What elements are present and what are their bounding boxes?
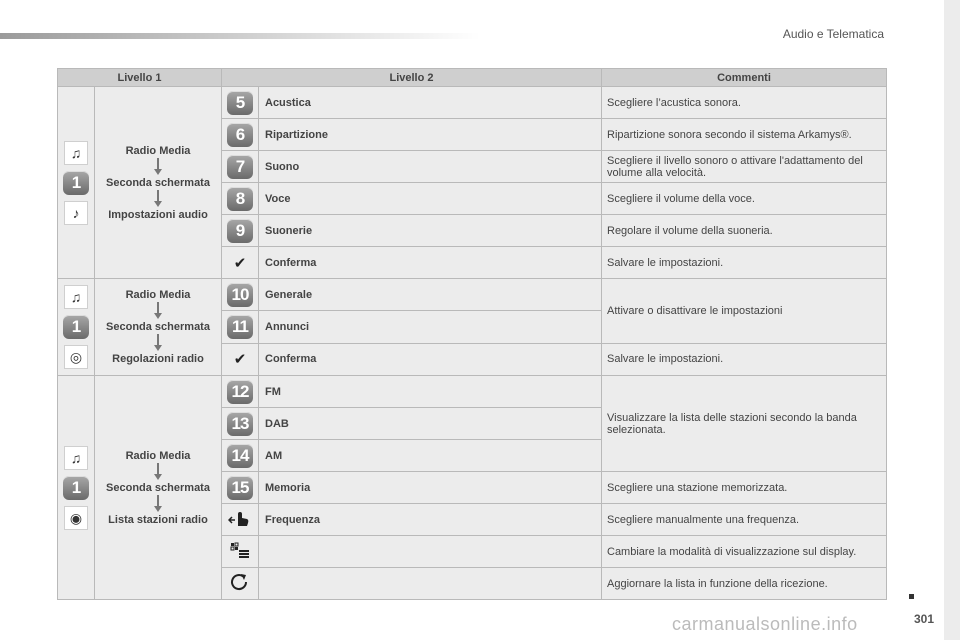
refresh-icon <box>228 572 252 592</box>
level1-path <box>95 279 222 376</box>
table-row <box>58 376 887 408</box>
path-step: Radio Media <box>125 144 191 157</box>
level2-label: Voce <box>259 183 602 215</box>
comment: Attivare o disattivare le impostazioni <box>602 279 887 344</box>
comment: Visualizzare la lista delle stazioni secondo la banda selezionata. <box>602 376 887 472</box>
level2-label: Generale <box>259 279 602 311</box>
level2-label: Frequenza <box>259 504 602 536</box>
radio-station-icon: ◉ <box>64 506 88 530</box>
radio-settings-icon: ◎ <box>64 345 88 369</box>
level1-number-badge: 1 <box>63 476 89 500</box>
path-step: Impostazioni audio <box>108 208 208 221</box>
level1-icons <box>58 279 95 376</box>
checkmark-icon: ✔ <box>233 254 247 272</box>
level2-label: Memoria <box>259 472 602 504</box>
level2-label: Suono <box>259 151 602 183</box>
table-row <box>58 87 887 119</box>
level1-path <box>95 87 222 279</box>
step-badge: 8 <box>227 187 253 211</box>
table-header-row <box>58 69 887 87</box>
level2-label: Acustica <box>259 87 602 119</box>
level2-label: Ripartizione <box>259 119 602 151</box>
level1-icons <box>58 87 95 279</box>
page-marker <box>909 594 914 599</box>
section-title: Audio e Telematica <box>782 27 884 41</box>
step-badge: 13 <box>227 412 253 436</box>
comment: Aggiornare la lista in funzione della ricezione. <box>602 568 887 600</box>
level1-icons <box>58 376 95 600</box>
level2-label <box>259 568 602 600</box>
settings-table <box>57 68 887 600</box>
level2-label <box>259 536 602 568</box>
level2-label: Suonerie <box>259 215 602 247</box>
arrow-down-icon <box>95 158 221 176</box>
path-step: Seconda schermata <box>106 481 210 494</box>
step-badge: 12 <box>227 380 253 404</box>
watermark: carmanualsonline.info <box>672 614 858 634</box>
path-step: Radio Media <box>125 289 191 301</box>
level2-label: Conferma <box>259 247 602 279</box>
music-note-icon: ♫ <box>64 446 88 470</box>
level2-label: Annunci <box>259 311 602 343</box>
checkmark-icon: ✔ <box>233 351 247 369</box>
level2-label: Conferma <box>259 343 602 375</box>
page-number: 301 <box>913 612 934 626</box>
step-badge: 6 <box>227 123 253 147</box>
step-badge: 14 <box>227 444 253 468</box>
level1-number-badge: 1 <box>63 315 89 339</box>
col-header-level1: Livello 1 <box>58 69 222 87</box>
step-badge: 10 <box>227 283 253 307</box>
comment: Cambiare la modalità di visualizzazione sul display. <box>602 536 887 568</box>
arrow-down-icon <box>95 495 221 513</box>
comment: Scegliere una stazione memorizzata. <box>602 472 887 504</box>
col-header-level2: Livello 2 <box>222 69 602 87</box>
level1-path <box>95 376 222 600</box>
table-row <box>58 279 887 311</box>
col-header-comments: Commenti <box>602 69 887 87</box>
arrow-down-icon <box>95 302 221 320</box>
arrow-down-icon <box>95 334 221 352</box>
music-note-icon: ♫ <box>64 141 88 165</box>
path-step: Seconda schermata <box>106 176 210 189</box>
path-step: Radio Media <box>125 449 191 462</box>
display-mode-icon <box>228 540 252 560</box>
step-badge: 5 <box>227 91 253 115</box>
comment: Ripartizione sonora secondo il sistema Arkamys®. <box>602 119 887 151</box>
hand-pointer-icon <box>228 508 252 528</box>
music-settings-icon: ♪ <box>64 201 88 225</box>
page-side-strip <box>944 0 960 640</box>
comment: Scegliere il volume della voce. <box>602 183 887 215</box>
arrow-down-icon <box>95 463 221 481</box>
header-decor-bar <box>0 33 480 39</box>
level2-label: FM <box>259 376 602 408</box>
comment: Salvare le impostazioni. <box>602 247 887 279</box>
step-badge: 9 <box>227 219 253 243</box>
level2-label: DAB <box>259 408 602 440</box>
path-step: Lista stazioni radio <box>108 513 208 526</box>
music-note-icon: ♫ <box>64 285 88 309</box>
comment: Salvare le impostazioni. <box>602 343 887 375</box>
path-step: Regolazioni radio <box>112 353 204 365</box>
step-badge: 7 <box>227 155 253 179</box>
comment: Scegliere l’acustica sonora. <box>602 87 887 119</box>
level2-label: AM <box>259 440 602 472</box>
arrow-down-icon <box>95 190 221 208</box>
comment: Regolare il volume della suoneria. <box>602 215 887 247</box>
step-badge: 11 <box>227 315 253 339</box>
comment: Scegliere il livello sonoro o attivare l'adattamento del volume alla velocità. <box>602 151 887 183</box>
comment: Scegliere manualmente una frequenza. <box>602 504 887 536</box>
step-badge: 15 <box>227 476 253 500</box>
path-step: Seconda schermata <box>106 321 210 333</box>
level1-number-badge: 1 <box>63 171 89 195</box>
